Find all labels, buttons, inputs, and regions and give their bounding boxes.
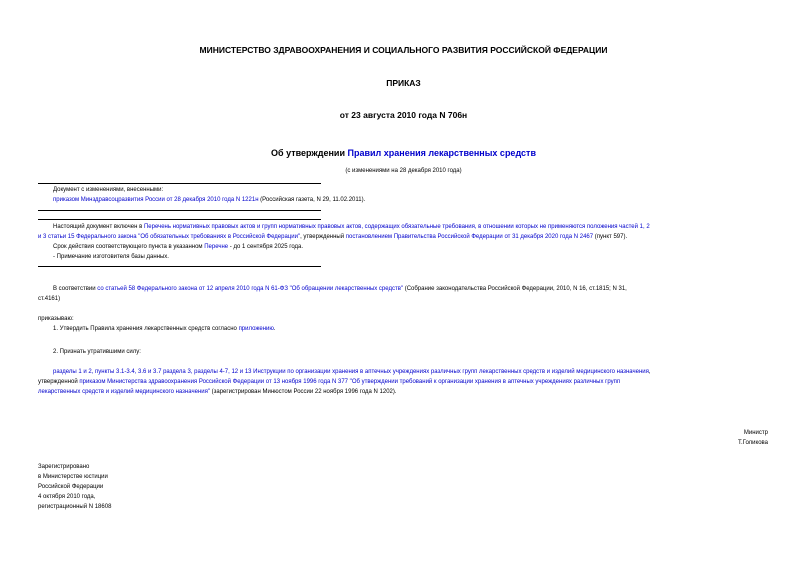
separator-line [38,183,321,184]
revoked-line-3 [38,387,773,397]
separator-line [38,219,321,220]
body-text: 1. Утвердить Правила хранения лекарственных средств согласно [53,326,239,332]
note-line-1 [53,222,773,232]
ministry-heading: МИНИСТЕРСТВО ЗДРАВООХРАНЕНИЯ И СОЦИАЛЬНОГО РАЗВИТИЯ РОССИЙСКОЙ ФЕДЕРАЦИИ [199,45,608,55]
changes-line [53,195,753,205]
body-intro-line-1 [53,284,773,294]
order-377-link[interactable]: приказом Министерства здравоохранения Российской Федерации от 13 ноября 1996 года N 377 "Об утверждении требований к организации хранения в аптечных учреждениях различных групп [79,379,621,385]
title-prefix: Об утверждении [271,148,348,158]
doc-date-heading: от 23 августа 2010 года N 706н [339,110,468,120]
registration-line: в Министерстве юстиции [38,474,108,480]
order-word: приказываю: [38,316,74,322]
signature-position: Министр [743,430,768,436]
item-2: 2. Признать утратившими силу: [53,349,141,355]
body-text: (зарегистрирован Минюстом России 22 ноября 1996 года N 1202). [209,389,397,395]
instruction-sections-link[interactable]: разделы 1 и 2, пункты 3.1-3.4, 3.6 и 3.7 раздела 3, разделы 4-7, 12 и 13 Инструкции по организации хранения в аптечных учреждениях различных групп лекарственных средств и изделий медицинского назначения [53,369,649,375]
body-text: , [648,369,651,375]
order-377-link-cont[interactable]: лекарственных средств и изделий медицинского назначения" [38,389,210,395]
note-list-link[interactable]: Перечень нормативных правовых актов и групп нормативных правовых актов, содержащих обязательные требования, в отношении которых не применяются положения частей 1, 2 [143,224,650,230]
body-text: . [273,326,276,332]
title-link[interactable]: Правил хранения лекарственных средств [347,148,536,158]
note-resolution-link[interactable]: постановлением Правительства Российской Федерации от 31 декабря 2020 года N 2467 [345,234,594,240]
body-text: (Собрание законодательства Российской Федерации, 2010, N 16, ст.1815; N 31, [403,286,627,292]
note-line-3 [53,242,753,252]
revoked-line-2 [38,377,773,387]
registration-line: 4 октября 2010 года, [38,494,96,500]
appendix-link[interactable]: приложению [238,326,274,332]
note-law-link[interactable]: и 3 статьи 15 Федерального закона "Об обязательных требованиях в Российской Федерации" [38,234,301,240]
subtitle: (с изменениями на 28 декабря 2010 года) [345,168,462,174]
note-text: , утвержденный [300,234,346,240]
note-text: (пункт 597). [593,234,628,240]
item-1 [53,324,753,334]
note-text: Настоящий документ включен в [53,224,144,230]
article-58-link[interactable]: со статьей 58 Федерального закона от 12 апреля 2010 года N 61-ФЗ "Об обращении лекарственных средств" [97,286,404,292]
revoked-line-1 [53,367,773,377]
page-title [0,148,807,158]
changes-intro: Документ с изменениями, внесенными: [53,187,164,193]
separator-line [38,266,321,267]
registration-line: Зарегистрировано [38,464,90,470]
signature-name: Т.Голикова [737,440,768,446]
changes-tail: (Российская газета, N 29, 11.02.2011). [258,197,366,203]
note-line-4: - Примечание изготовителя базы данных. [53,254,169,260]
note-line-2 [38,232,773,242]
body-intro-line-2: ст.4161) [38,296,61,302]
registration-line: регистрационный N 18608 [38,504,112,510]
separator-line [38,210,321,211]
note-list-short-link[interactable]: Перечне [204,244,229,250]
note-text: - до 1 сентября 2025 года. [228,244,304,250]
doc-type-heading: ПРИКАЗ [386,78,421,88]
note-text: Срок действия соответствующего пункта в указанном [53,244,205,250]
registration-line: Российской Федерации [38,484,104,490]
body-text: утвержденной [38,379,80,385]
body-text: В соответствии [53,286,98,292]
changes-link[interactable]: приказом Минздравсоцразвития России от 28 декабря 2010 года N 1221н [53,197,259,203]
